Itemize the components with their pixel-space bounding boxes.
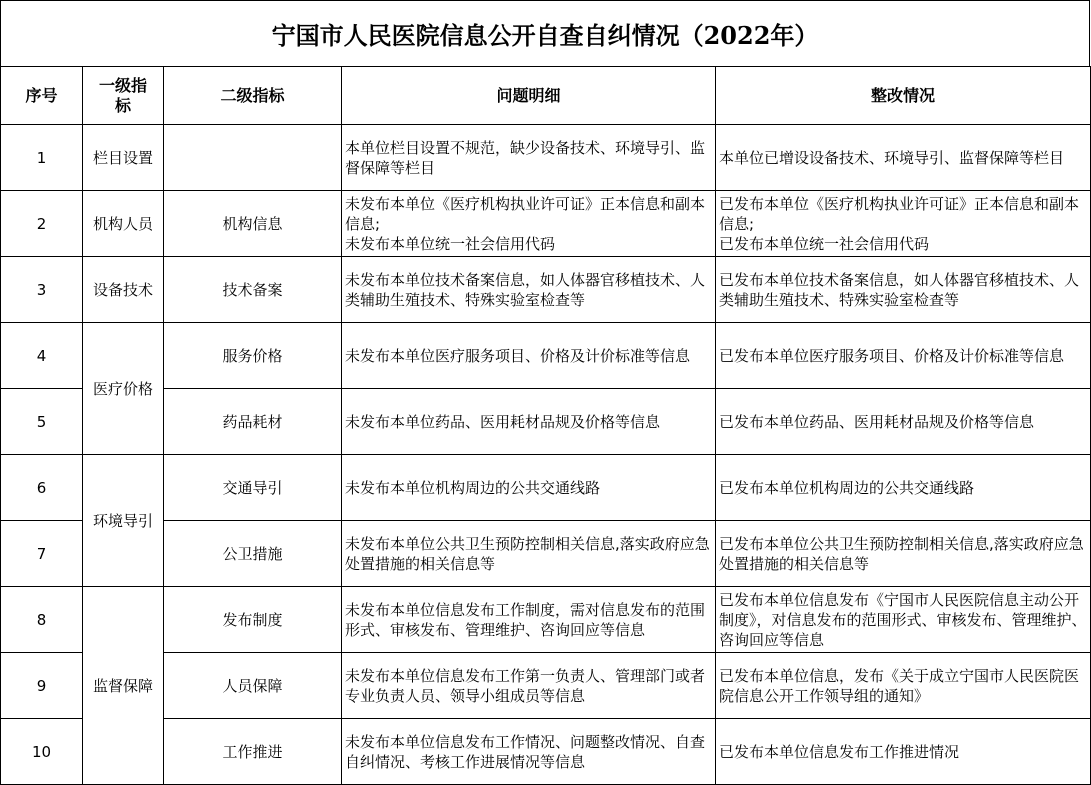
row-problem: 未发布本单位技术备案信息，如人体器官移植技术、人类辅助生殖技术、特殊实验室检查等 bbox=[342, 257, 716, 323]
row-level2: 公卫措施 bbox=[164, 521, 342, 587]
table-row bbox=[1, 389, 1091, 455]
row-level2: 药品耗材 bbox=[164, 389, 342, 455]
row-level1: 栏目设置 bbox=[83, 125, 164, 191]
table-row bbox=[1, 653, 1091, 719]
row-level2: 技术备案 bbox=[164, 257, 342, 323]
row-problem: 未发布本单位公共卫生预防控制相关信息,落实政府应急处置措施的相关信息等 bbox=[342, 521, 716, 587]
row-fix: 已发布本单位技术备案信息，如人体器官移植技术、人类辅助生殖技术、特殊实验室检查等 bbox=[716, 257, 1091, 323]
row-fix: 已发布本单位公共卫生预防控制相关信息,落实政府应急处置措施的相关信息等 bbox=[716, 521, 1091, 587]
row-level2: 服务价格 bbox=[164, 323, 342, 389]
row-problem: 本单位栏目设置不规范，缺少设备技术、环境导引、监督保障等栏目 bbox=[342, 125, 716, 191]
row-fix: 已发布本单位医疗服务项目、价格及计价标准等信息 bbox=[716, 323, 1091, 389]
row-problem: 未发布本单位信息发布工作制度，需对信息发布的范围形式、审核发布、管理维护、咨询回应等信息 bbox=[342, 587, 716, 653]
row-fix: 已发布本单位《医疗机构执业许可证》正本信息和副本信息; 已发布本单位统一社会信用代码 bbox=[716, 191, 1091, 257]
row-problem: 未发布本单位药品、医用耗材品规及价格等信息 bbox=[342, 389, 716, 455]
row-fix: 已发布本单位信息发布工作推进情况 bbox=[716, 719, 1091, 785]
row-level2 bbox=[164, 125, 342, 191]
row-problem: 未发布本单位机构周边的公共交通线路 bbox=[342, 455, 716, 521]
row-level1: 环境导引 bbox=[83, 455, 164, 587]
row-index: 4 bbox=[1, 323, 83, 389]
row-index: 10 bbox=[1, 719, 83, 785]
table-row bbox=[1, 455, 1091, 521]
page-title: 宁国市人民医院信息公开自查自纠情况（2022年） bbox=[0, 0, 1090, 66]
table-row bbox=[1, 719, 1091, 785]
row-level1: 机构人员 bbox=[83, 191, 164, 257]
row-level2: 机构信息 bbox=[164, 191, 342, 257]
inspection-table bbox=[0, 66, 1091, 785]
header-fix: 整改情况 bbox=[716, 67, 1091, 125]
row-index: 6 bbox=[1, 455, 83, 521]
row-index: 1 bbox=[1, 125, 83, 191]
table-row bbox=[1, 323, 1091, 389]
row-fix: 已发布本单位信息发布《宁国市人民医院信息主动公开制度》，对信息发布的范围形式、审核发布、管理维护、咨询回应等信息 bbox=[716, 587, 1091, 653]
row-problem: 未发布本单位信息发布工作第一负责人、管理部门或者专业负责人员、领导小组成员等信息 bbox=[342, 653, 716, 719]
row-index: 7 bbox=[1, 521, 83, 587]
header-problem: 问题明细 bbox=[342, 67, 716, 125]
row-level2: 交通导引 bbox=[164, 455, 342, 521]
table-row bbox=[1, 125, 1091, 191]
table-header-row bbox=[1, 67, 1091, 125]
table-row bbox=[1, 257, 1091, 323]
row-problem: 未发布本单位《医疗机构执业许可证》正本信息和副本信息; 未发布本单位统一社会信用代码 bbox=[342, 191, 716, 257]
table-row bbox=[1, 587, 1091, 653]
row-problem: 未发布本单位信息发布工作情况、问题整改情况、自查自纠情况、考核工作进展情况等信息 bbox=[342, 719, 716, 785]
row-index: 3 bbox=[1, 257, 83, 323]
table-row bbox=[1, 191, 1091, 257]
table-row bbox=[1, 521, 1091, 587]
row-fix: 已发布本单位机构周边的公共交通线路 bbox=[716, 455, 1091, 521]
header-level2: 二级指标 bbox=[164, 67, 342, 125]
row-index: 8 bbox=[1, 587, 83, 653]
row-fix: 本单位已增设设备技术、环境导引、监督保障等栏目 bbox=[716, 125, 1091, 191]
row-fix: 已发布本单位药品、医用耗材品规及价格等信息 bbox=[716, 389, 1091, 455]
row-index: 2 bbox=[1, 191, 83, 257]
header-index: 序号 bbox=[1, 67, 83, 125]
row-level1: 医疗价格 bbox=[83, 323, 164, 455]
row-fix: 已发布本单位信息，发布《关于成立宁国市人民医院医院信息公开工作领导组的通知》 bbox=[716, 653, 1091, 719]
row-problem: 未发布本单位医疗服务项目、价格及计价标准等信息 bbox=[342, 323, 716, 389]
row-level2: 发布制度 bbox=[164, 587, 342, 653]
row-level1: 监督保障 bbox=[83, 587, 164, 785]
row-index: 5 bbox=[1, 389, 83, 455]
row-level1: 设备技术 bbox=[83, 257, 164, 323]
row-index: 9 bbox=[1, 653, 83, 719]
row-level2: 工作推进 bbox=[164, 719, 342, 785]
header-level1: 一级指 标 bbox=[83, 67, 164, 125]
row-level2: 人员保障 bbox=[164, 653, 342, 719]
